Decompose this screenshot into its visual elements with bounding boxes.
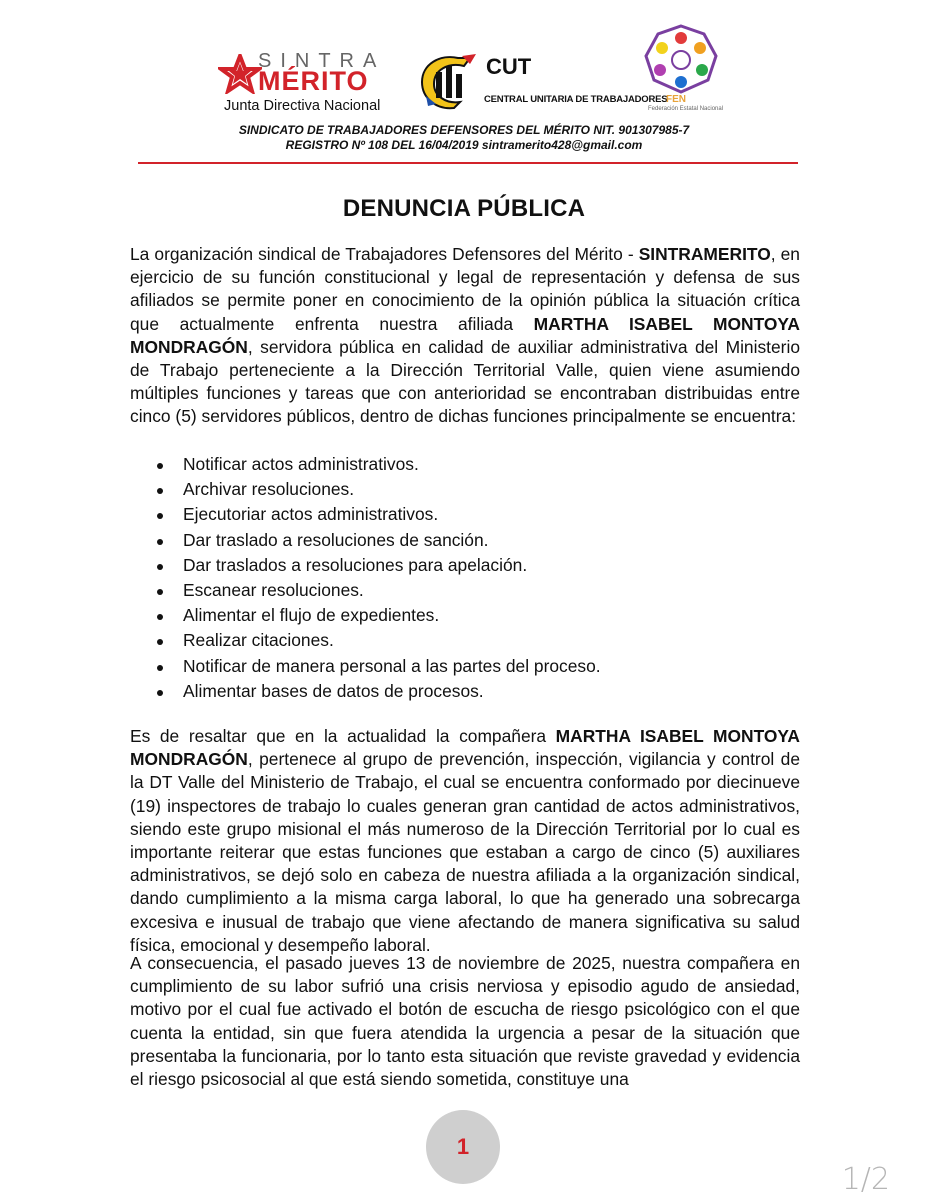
paragraph-intro-text-1: La organización sindical de Trabajadores Defensores del Mérito - xyxy=(130,244,639,264)
list-item: Alimentar el flujo de expedientes. xyxy=(130,603,800,628)
list-item: Dar traslados a resoluciones para apelación. xyxy=(130,553,800,578)
affiliate-name-bold: MARTHA ISABEL MONTOYA MONDRAGÓN xyxy=(130,313,800,357)
cut-emblem-icon xyxy=(418,52,482,110)
cut-subtitle: CENTRAL UNITARIA DE TRABAJADORES xyxy=(484,94,668,105)
logo-merito-text: MÉRITO xyxy=(258,66,369,96)
list-item: Notificar de manera personal a las partes del proceso. xyxy=(130,654,800,679)
red-star-icon xyxy=(218,54,262,94)
letterhead xyxy=(0,0,928,170)
cut-logo xyxy=(418,52,668,112)
paragraph-situation-text-2: , pertenece al grupo de prevención, inspección, vigilancia y control de la DT Valle del Ministerio de Trabajo, el cual se encuentra conformado por diecinueve (19) inspectores de trabajo lo cuales generan gran cantidad de actos administrativos, siendo este grupo misional el más numeroso de la Dirección Territorial por lo cual es importante reiterar que estas funciones que estaban a cargo de cinco (5) auxiliares administrativos, se dejó solo en cabeza de nuestra afiliada a la organización sindical, dando cumplimiento a la misma carga laboral, lo que ha generado una sobrecarga excesiva e inusual de trabajo que viene afectando de manera significativa su salud física, emocional y desempeño laboral. xyxy=(130,749,800,955)
union-name-nit: SINDICATO DE TRABAJADORES DEFENSORES DEL MÉRITO NIT. 901307985-7 xyxy=(238,123,690,137)
logo-junta-text: Junta Directiva Nacional xyxy=(224,98,381,114)
task-list xyxy=(130,452,800,704)
cut-title: CUT xyxy=(486,54,532,79)
paragraph-situation xyxy=(130,725,800,957)
list-item: Ejecutoriar actos administrativos. xyxy=(130,502,800,527)
fen-subtitle: Federación Estatal Nacional xyxy=(648,106,724,112)
fen-logo xyxy=(640,24,722,118)
list-item: Notificar actos administrativos. xyxy=(130,452,800,477)
list-item: Alimentar bases de datos de procesos. xyxy=(130,679,800,704)
fen-title: FEN xyxy=(666,94,686,105)
paragraph-situation-text-1: Es de resaltar que en la actualidad la compañera xyxy=(130,726,556,746)
fen-emblem-icon xyxy=(640,24,722,96)
affiliate-name-bold: MARTHA ISABEL MONTOYA MONDRAGÓN xyxy=(130,726,800,770)
logo-sintra-text: SINTRA xyxy=(258,50,386,72)
header-divider xyxy=(138,162,798,164)
page-counter: 1/2 xyxy=(841,1162,890,1197)
paragraph-incident: A consecuencia, el pasado jueves 13 de noviembre de 2025, nuestra compañera en cumplimiento de su labor sufrió una crisis nerviosa y episodio agudo de ansiedad, motivo por el cual fue activado el botón de escucha de riesgo psicológico con el que cuenta la entidad, sin que fuera atendida la urgencia a pesar de la situación que presentaba la funcionaria, por lo tanto esta situación que reviste gravedad y evidencia el riesgo psicosocial al que está siendo sometida, constituye una xyxy=(130,953,800,1090)
page-number-badge[interactable]: 1 xyxy=(426,1110,500,1184)
document-title: DENUNCIA PÚBLICA xyxy=(342,195,586,222)
paragraph-intro-text-3: , servidora pública en calidad de auxiliar administrativa del Ministerio de Trabajo perteneciente a la Dirección Territorial Valle, quien viene asumiendo múltiples funciones y tareas que con anterioridad se encontraban distribuidas entre cinco (5) servidores públicos, dentro de dichas funciones principalmente se encuentra: xyxy=(130,336,800,427)
list-item: Archivar resoluciones. xyxy=(130,477,800,502)
list-item: Realizar citaciones. xyxy=(130,628,800,653)
list-item: Dar traslado a resoluciones de sanción. xyxy=(130,528,800,553)
union-registry-email: REGISTRO Nº 108 DEL 16/04/2019 sintramerito428@gmail.com xyxy=(285,138,643,152)
paragraph-intro xyxy=(130,243,800,429)
union-name-bold: SINTRAMERITO xyxy=(638,244,771,264)
sintramerito-logo xyxy=(218,48,388,118)
paragraph-intro-text-2: , en ejercicio de su función constitucional y legal de representación y defensa de sus afiliados se permite poner en conocimiento de la opinión pública la situación crítica que actualmente enfrenta nuestra afiliada xyxy=(130,244,800,334)
list-item: Escanear resoluciones. xyxy=(130,578,800,603)
